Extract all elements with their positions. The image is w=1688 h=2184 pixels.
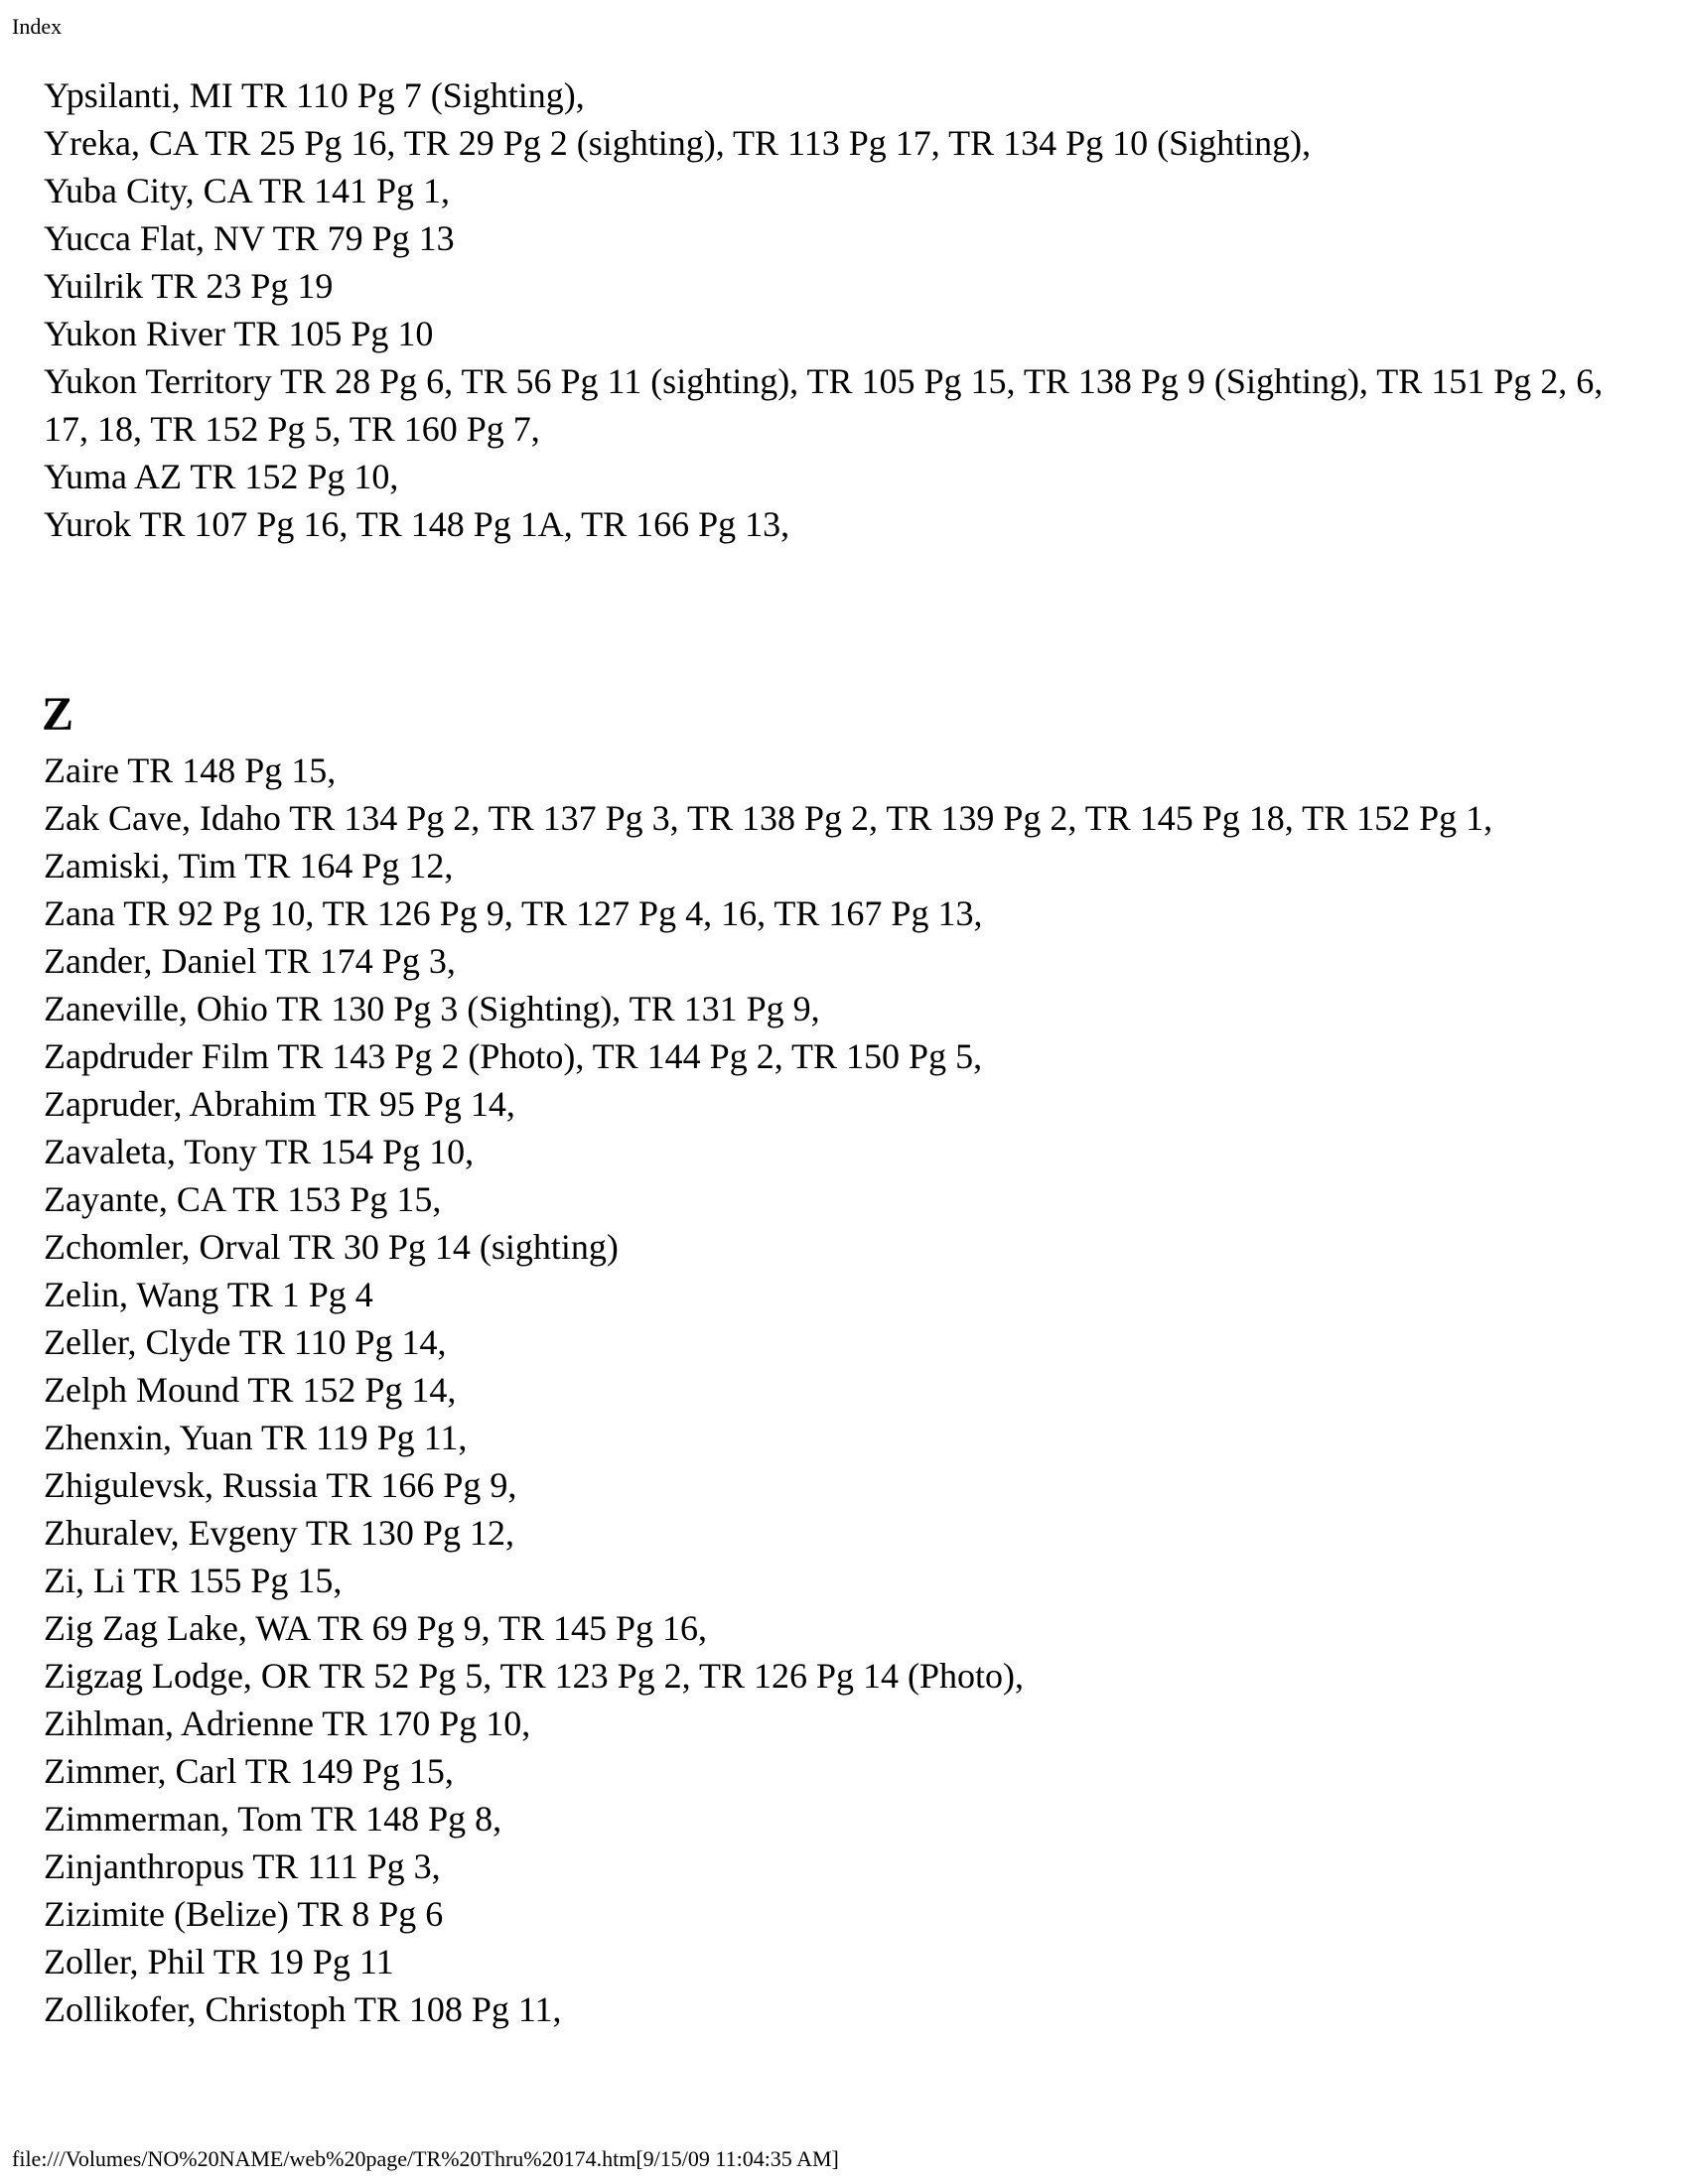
index-entry: Yreka, CA TR 25 Pg 16, TR 29 Pg 2 (sighting), TR 113 Pg 17, TR 134 Pg 10 (Sighting), xyxy=(44,123,1312,163)
index-entry: Zi, Li TR 155 Pg 15, xyxy=(44,1561,343,1600)
index-entry: Zapdruder Film TR 143 Pg 2 (Photo), TR 144 Pg 2, TR 150 Pg 5, xyxy=(44,1036,983,1076)
index-entry: Yukon River TR 105 Pg 10 xyxy=(44,314,434,353)
index-entry: Yurok TR 107 Pg 16, TR 148 Pg 1A, TR 166 Pg 13, xyxy=(44,504,790,544)
index-entry: Zelph Mound TR 152 Pg 14, xyxy=(44,1370,457,1410)
index-entry: Zimmer, Carl TR 149 Pg 15, xyxy=(44,1751,454,1791)
index-entry: Zizimite (Belize) TR 8 Pg 6 xyxy=(44,1894,444,1934)
index-entry: Zeller, Clyde TR 110 Pg 14, xyxy=(44,1322,447,1362)
index-entry: Zapruder, Abrahim TR 95 Pg 14, xyxy=(44,1084,515,1124)
index-entry: Zander, Daniel TR 174 Pg 3, xyxy=(44,941,456,981)
index-entry: Yucca Flat, NV TR 79 Pg 13 xyxy=(44,218,455,258)
index-entry: Yuba City, CA TR 141 Pg 1, xyxy=(44,171,451,210)
index-entry: Zak Cave, Idaho TR 134 Pg 2, TR 137 Pg 3, TR 138 Pg 2, TR 139 Pg 2, TR 145 Pg 18, TR 152 Pg 1, xyxy=(44,798,1493,838)
index-entry: Zaire TR 148 Pg 15, xyxy=(44,751,337,790)
page-header-title: Index xyxy=(12,14,63,39)
index-entry: Zelin, Wang TR 1 Pg 4 xyxy=(44,1275,373,1314)
index-entry: Zigzag Lodge, OR TR 52 Pg 5, TR 123 Pg 2, TR 126 Pg 14 (Photo), xyxy=(44,1656,1025,1696)
index-entry: Zchomler, Orval TR 30 Pg 14 (sighting) xyxy=(44,1227,619,1267)
index-entry: Zhuralev, Evgeny TR 130 Pg 12, xyxy=(44,1513,514,1553)
index-entry: Zoller, Phil TR 19 Pg 11 xyxy=(44,1942,394,1981)
index-list-y xyxy=(44,71,1632,548)
section-heading-z: Z xyxy=(42,688,74,741)
index-entry: Zana TR 92 Pg 10, TR 126 Pg 9, TR 127 Pg 4, 16, TR 167 Pg 13, xyxy=(44,893,983,933)
index-entry: Zollikofer, Christoph TR 108 Pg 11, xyxy=(44,1989,562,2029)
index-entry: Yuilrik TR 23 Pg 19 xyxy=(44,266,334,306)
index-entry: Zihlman, Adrienne TR 170 Pg 10, xyxy=(44,1704,531,1743)
index-entry: Zaneville, Ohio TR 130 Pg 3 (Sighting), TR 131 Pg 9, xyxy=(44,989,820,1028)
index-entry: Zimmerman, Tom TR 148 Pg 8, xyxy=(44,1799,502,1839)
index-entry: Zinjanthropus TR 111 Pg 3, xyxy=(44,1846,441,1886)
index-entry: Zhigulevsk, Russia TR 166 Pg 9, xyxy=(44,1465,517,1505)
page-footer-path: file:///Volumes/NO%20NAME/web%20page/TR%20Thru%20174.htm[9/15/09 11:04:35 AM] xyxy=(12,2146,839,2171)
index-entry: Zamiski, Tim TR 164 Pg 12, xyxy=(44,846,454,886)
index-entry: Yuma AZ TR 152 Pg 10, xyxy=(44,457,399,496)
index-entry: Zavaleta, Tony TR 154 Pg 10, xyxy=(44,1132,475,1171)
index-entry: Zig Zag Lake, WA TR 69 Pg 9, TR 145 Pg 16, xyxy=(44,1608,708,1648)
index-entry: Zayante, CA TR 153 Pg 15, xyxy=(44,1179,442,1219)
index-entry: Zhenxin, Yuan TR 119 Pg 11, xyxy=(44,1418,468,1457)
index-entry: Yukon Territory TR 28 Pg 6, TR 56 Pg 11 (sighting), TR 105 Pg 15, TR 138 Pg 9 (Sighting), TR 151 Pg 2, 6, 17, 18, TR 152 Pg 5, TR 160 Pg 7, xyxy=(44,361,1604,449)
index-entry: Ypsilanti, MI TR 110 Pg 7 (Sighting), xyxy=(44,75,585,115)
index-list-z xyxy=(44,747,1622,2033)
